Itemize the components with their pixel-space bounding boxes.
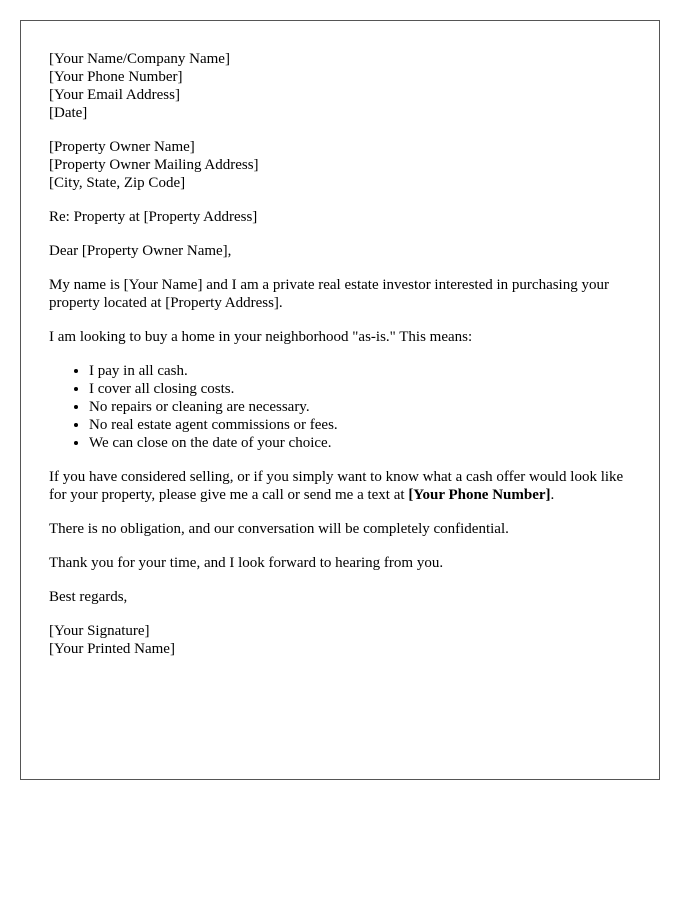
lead-in-paragraph: I am looking to buy a home in your neighborhood "as-is." This means: bbox=[49, 329, 473, 345]
list-item: • No repairs or cleaning are necessary. bbox=[89, 398, 631, 416]
list-item: • No real estate agent commissions or fees. bbox=[89, 416, 631, 434]
sender-phone: [Your Phone Number] bbox=[49, 69, 183, 85]
sender-block bbox=[49, 50, 631, 122]
sender-email: [Your Email Address] bbox=[49, 87, 180, 103]
intro-paragraph: My name is [Your Name] and I am a private real estate investor interested in purchasing your property located at [Property Address]. bbox=[49, 277, 609, 311]
cta-paragraph bbox=[49, 468, 631, 504]
thanks-paragraph: Thank you for your time, and I look forward to hearing from you. bbox=[49, 555, 444, 571]
cta-text: If you have considered selling, or if you simply want to know what a cash offer would look like for your property, please give me a call or send me a text at bbox=[49, 469, 624, 503]
printed-name: [Your Printed Name] bbox=[49, 641, 175, 657]
signoff-block bbox=[49, 622, 631, 658]
subject-line: Re: Property at [Property Address] bbox=[49, 209, 258, 225]
cta-phone: [Your Phone Number] bbox=[408, 487, 551, 503]
letter-date: [Date] bbox=[49, 105, 88, 121]
recipient-name: [Property Owner Name] bbox=[49, 139, 195, 155]
salutation: Dear [Property Owner Name], bbox=[49, 243, 232, 259]
signature: [Your Signature] bbox=[49, 623, 150, 639]
list-item: • We can close on the date of your choice. bbox=[89, 434, 631, 452]
sender-name: [Your Name/Company Name] bbox=[49, 51, 230, 67]
recipient-block bbox=[49, 138, 631, 192]
recipient-city-state-zip: [City, State, Zip Code] bbox=[49, 175, 186, 191]
cta-end: . bbox=[550, 487, 555, 503]
benefits-list bbox=[49, 362, 631, 452]
letter-page bbox=[20, 20, 660, 780]
obligation-paragraph: There is no obligation, and our conversation will be completely confidential. bbox=[49, 521, 509, 537]
list-item: • I cover all closing costs. bbox=[89, 380, 631, 398]
recipient-address: [Property Owner Mailing Address] bbox=[49, 157, 259, 173]
list-item: • I pay in all cash. bbox=[89, 362, 631, 380]
closing-line: Best regards, bbox=[49, 589, 128, 605]
